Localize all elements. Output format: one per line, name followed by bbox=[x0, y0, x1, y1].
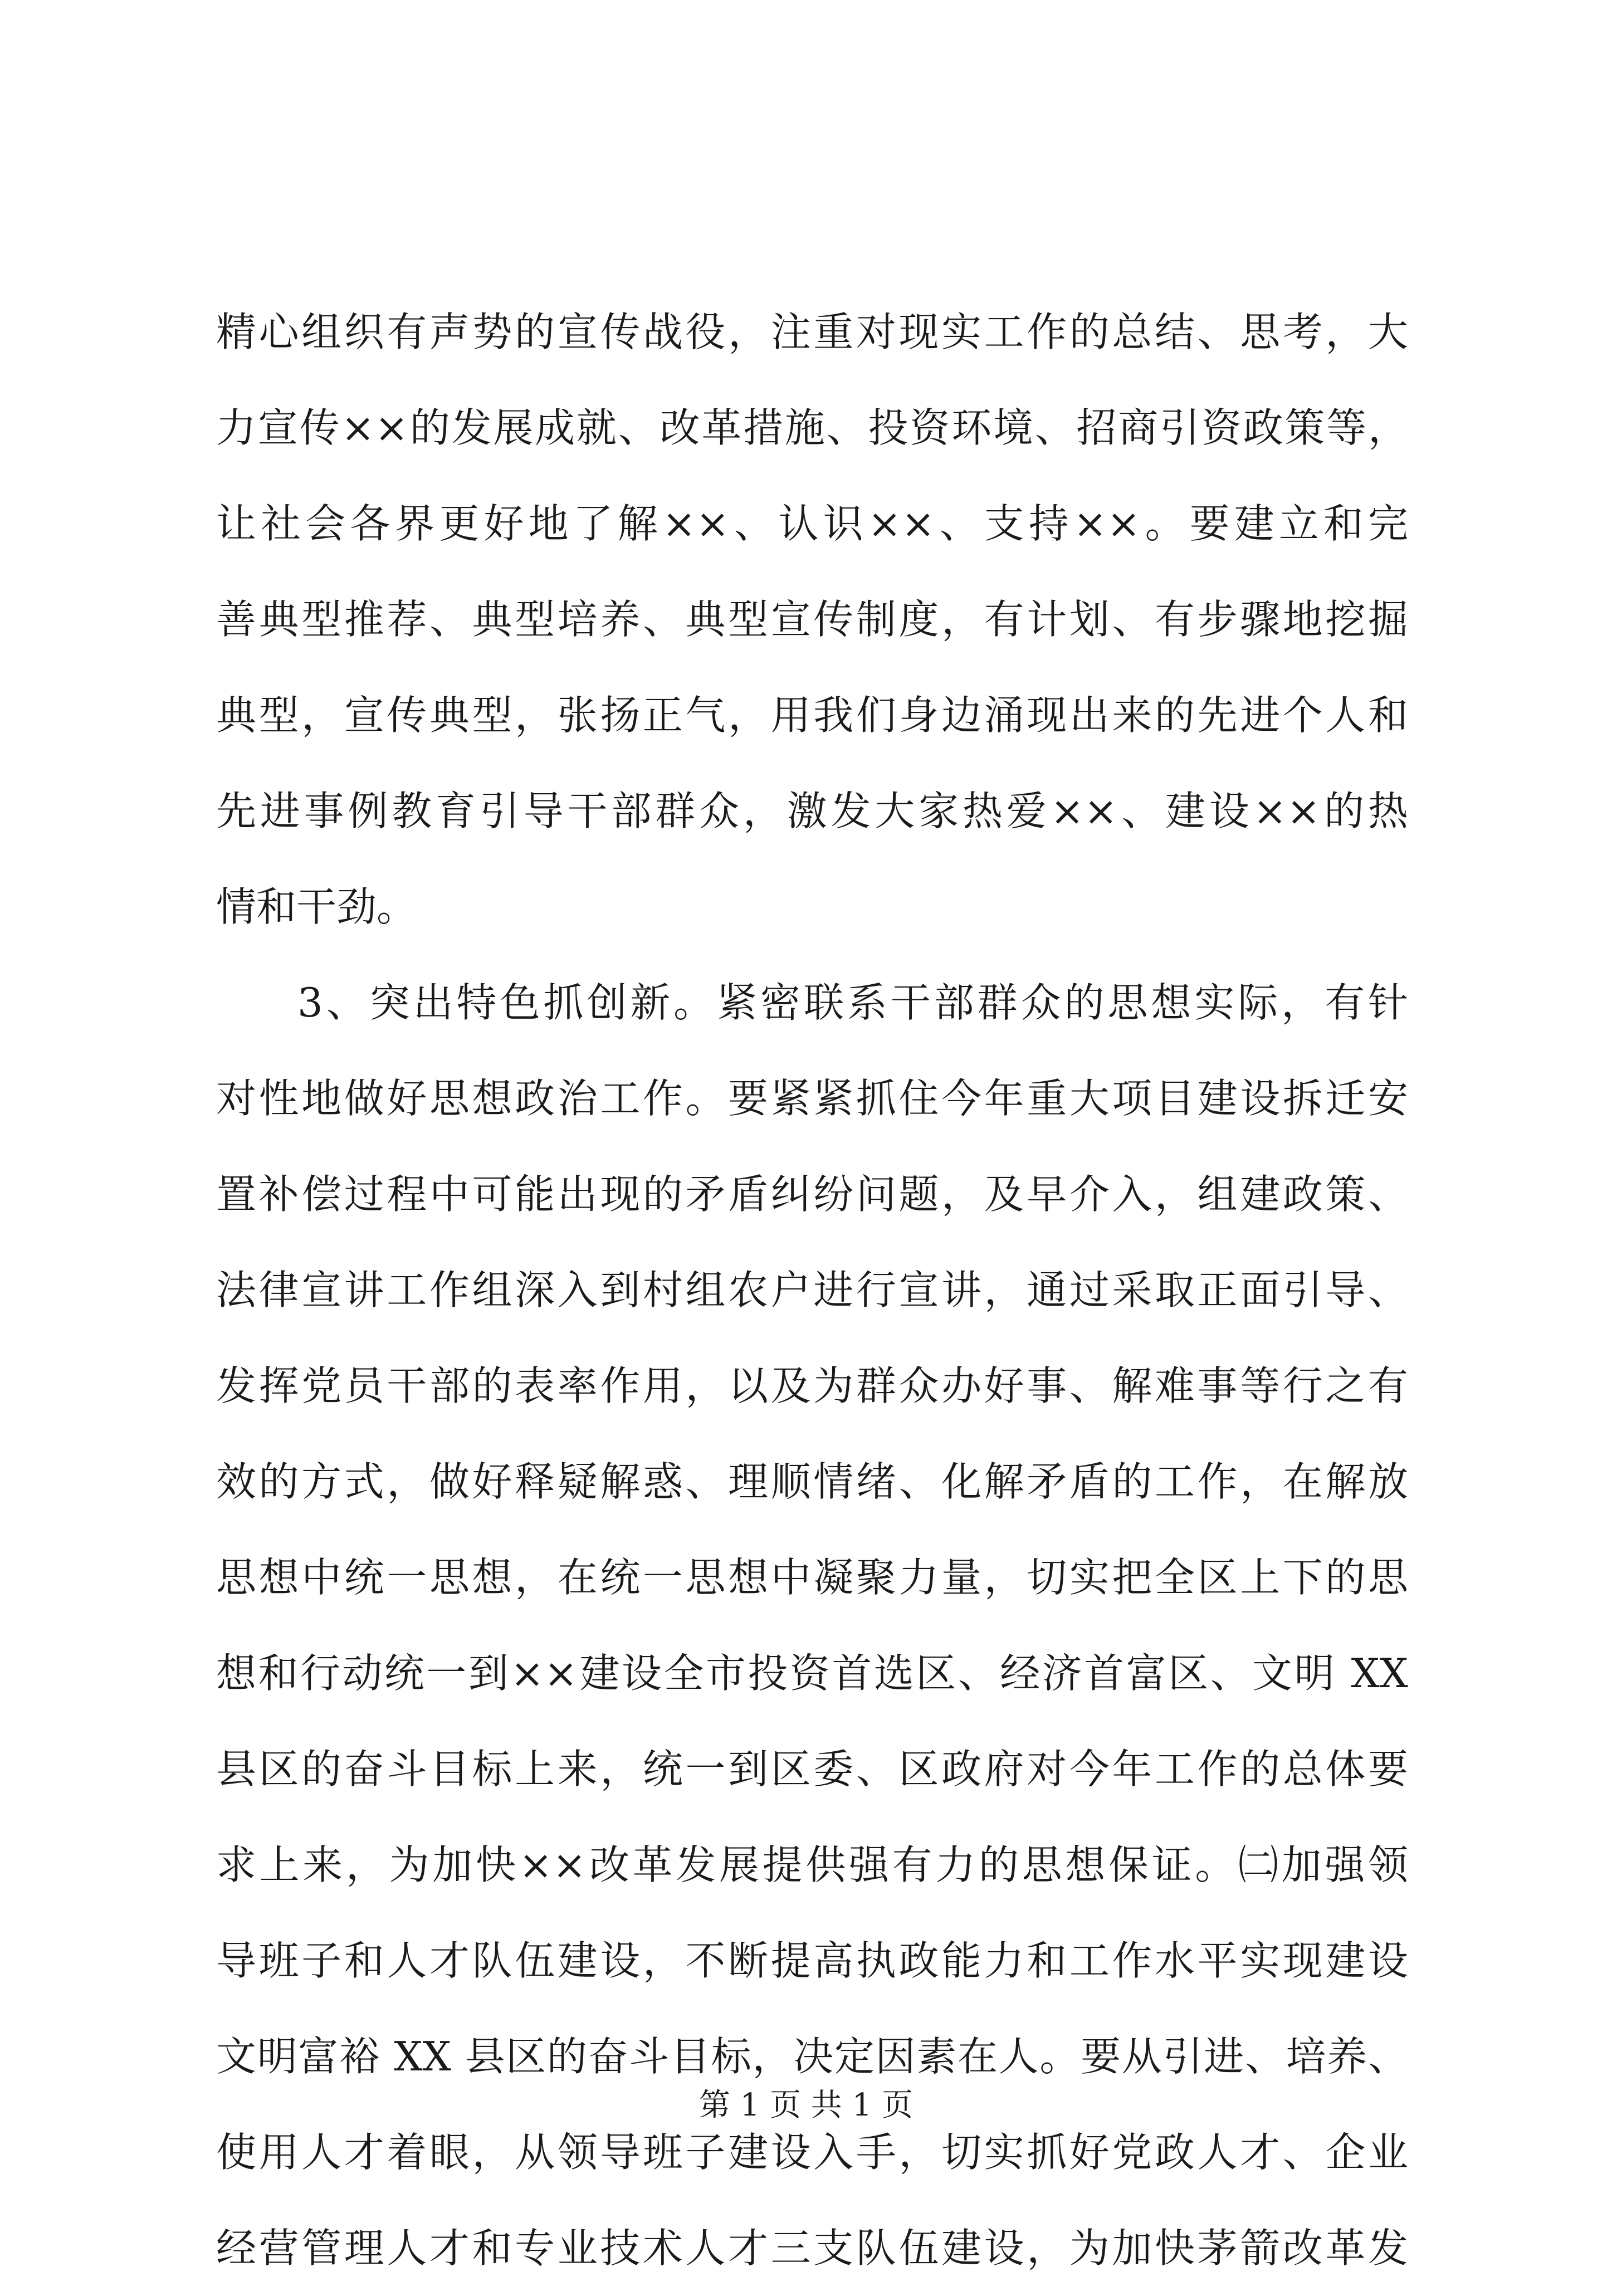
text-line: 法律宣讲工作组深入到村组农户进行宣讲，通过采取正面引导、 bbox=[216, 1267, 1408, 1313]
text-line: 发挥党员干部的表率作用，以及为群众办好事、解难事等行之有 bbox=[216, 1362, 1408, 1409]
text-line: 置补偿过程中可能出现的矛盾纠纷问题，及早介入，组建政策、 bbox=[216, 1171, 1408, 1218]
document-body bbox=[216, 284, 1408, 2296]
text-line: 力宣传××的发展成就、改革措施、投资环境、招商引资政策等， bbox=[216, 404, 1408, 451]
text-line: 对性地做好思想政治工作。要紧紧抓住今年重大项目建设拆迁安 bbox=[216, 1075, 1408, 1122]
text-line: 先进事例教育引导干部群众，激发大家热爱××、建设××的热 bbox=[216, 788, 1408, 834]
text-line: 效的方式，做好释疑解惑、理顺情绪、化解矛盾的工作，在解放 bbox=[216, 1458, 1408, 1505]
text-line: 文明富裕 XX 县区的奋斗目标，决定因素在人。要从引进、培养、 bbox=[216, 2033, 1408, 2080]
text-line: 精心组织有声势的宣传战役，注重对现实工作的总结、思考，大 bbox=[216, 309, 1408, 355]
text-line: 想和行动统一到××建设全市投资首选区、经济首富区、文明 XX bbox=[216, 1650, 1408, 1697]
page-footer bbox=[0, 2083, 1612, 2128]
text-line: 导班子和人才队伍建设，不断提高执政能力和工作水平实现建设 bbox=[216, 1937, 1408, 1984]
text-line: 经营管理人才和专业技术人才三支队伍建设，为加快茅箭改革发 bbox=[216, 2225, 1408, 2271]
text-line: 典型，宣传典型，张扬正气，用我们身边涌现出来的先进个人和 bbox=[216, 692, 1408, 739]
text-line: 情和干劲。 bbox=[216, 883, 417, 930]
text-line: 使用人才着眼，从领导班子建设入手，切实抓好党政人才、企业 bbox=[216, 2129, 1408, 2176]
text-line: 县区的奋斗目标上来，统一到区委、区政府对今年工作的总体要 bbox=[216, 1746, 1408, 1792]
page-number-label: 第 1 页 共 1 页 bbox=[698, 2087, 914, 2123]
text-line: 思想中统一思想，在统一思想中凝聚力量，切实把全区上下的思 bbox=[216, 1554, 1408, 1601]
paragraph-start-line: 3、突出特色抓创新。紧密联系干部群众的思想实际，有针 bbox=[297, 979, 1408, 1026]
text-line: 善典型推荐、典型培养、典型宣传制度，有计划、有步骤地挖掘 bbox=[216, 596, 1408, 643]
text-line: 求上来，为加快××改革发展提供强有力的思想保证。㈡加强领 bbox=[216, 1841, 1408, 1888]
text-line: 让社会各界更好地了解××、认识××、支持××。要建立和完 bbox=[216, 500, 1408, 547]
